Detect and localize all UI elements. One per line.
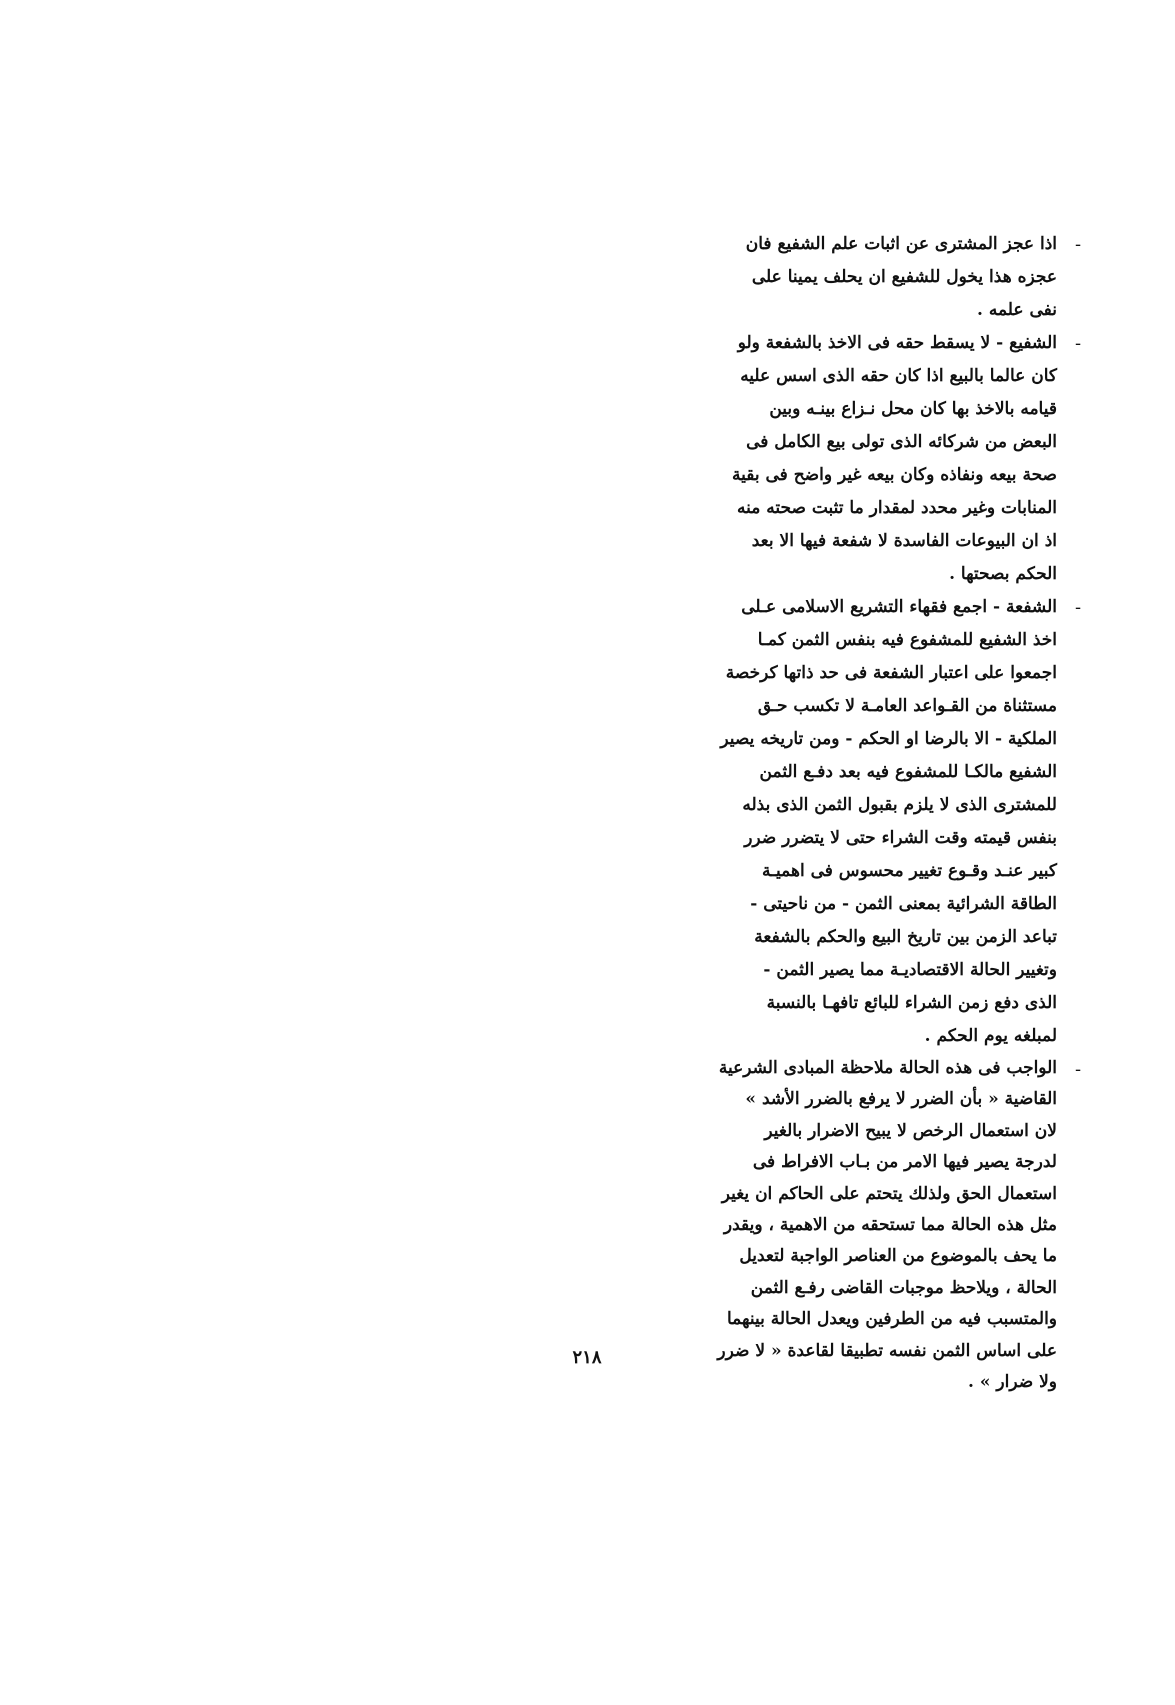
text-line: ما يحف بالموضوع من العناصر الواجبة لتعديل: [739, 1246, 1057, 1267]
text-line: بنفس قيمته وقت الشراء حتى لا يتضرر ضرر: [744, 828, 1057, 848]
text-line: وتغيير الحالة الاقتصاديـة مما يصير الثمن -: [763, 960, 1057, 980]
text-line: الحالة ، ويلاحظ موجبات القاضى رفـع الثمن: [750, 1277, 1057, 1298]
text-line: الطاقة الشرائية بمعنى الثمن - من ناحيتى -: [750, 894, 1057, 914]
text-line: اذا عجز المشترى عن اثبات علم الشفيع فان: [745, 234, 1057, 254]
text-line: اجمعوا على اعتبار الشفعة فى حد ذاتها كرخصة: [725, 663, 1057, 683]
text-line: نفى علمه .: [977, 300, 1057, 320]
bullet-dash: -: [1074, 1059, 1082, 1080]
text-line: الشفيع مالكـا للمشفوع فيه بعد دفـع الثمن: [759, 762, 1057, 782]
text-line: لدرجة يصير فيها الامر من بـاب الافراط فى: [752, 1152, 1057, 1173]
text-line: المنابات وغير محدد لمقدار ما تثبت صحته منه: [736, 498, 1057, 518]
text-line: القاضية « بأن الضرر لا يرفع بالضرر الأشد »: [745, 1089, 1057, 1110]
bullet-dash: -: [1074, 597, 1082, 618]
text-line: الملكية - الا بالرضا او الحكم - ومن تاريخه يصير: [720, 729, 1057, 749]
text-line: والمتسبب فيه من الطرفين ويعدل الحالة بينهما: [726, 1309, 1057, 1330]
text-line: ولا ضرار » .: [968, 1371, 1057, 1392]
text-line: الحكم بصحتها .: [949, 564, 1057, 584]
text-line: اذ ان البيوعات الفاسدة لا شفعة فيها الا بعد: [751, 531, 1057, 551]
text-line: كان عالما بالبيع اذا كان حقه الذى اسس عليه: [740, 366, 1057, 386]
text-line: تباعد الزمن بين تاريخ البيع والحكم بالشفعة: [754, 927, 1057, 947]
text-line: لان استعمال الرخص لا يبيح الاضرار بالغير: [764, 1120, 1057, 1141]
list-item: [640, 1053, 1082, 1398]
text-line: قيامه بالاخذ بها كان محل نـزاع بينـه وبين: [769, 399, 1057, 419]
bullet-dash: -: [1074, 333, 1082, 354]
text-line: البعض من شركائه الذى تولى بيع الكامل فى: [746, 432, 1057, 452]
text-line: كبير عنـد وقـوع تغيير محسوس فى اهميـة: [761, 861, 1057, 881]
text-line: مستثناة من القـواعد العامـة لا تكسب حـق: [757, 696, 1057, 716]
text-column: [640, 228, 1082, 1398]
bullet-dash: -: [1074, 234, 1082, 255]
list-item: [640, 591, 1082, 1053]
text-line: عجزه هذا يخول للشفيع ان يحلف يمينا على: [751, 267, 1057, 287]
text-line: للمشترى الذى لا يلزم بقبول الثمن الذى بذله: [742, 795, 1057, 815]
text-line: مثل هذه الحالة مما تستحقه من الاهمية ، ويقدر: [723, 1214, 1057, 1235]
page-number: ٢١٨: [572, 1347, 602, 1368]
text-line: استعمال الحق ولذلك يتحتم على الحاكم ان يغير: [721, 1183, 1057, 1204]
text-line: الواجب فى هذه الحالة ملاحظة المبادى الشرعية: [718, 1058, 1057, 1078]
text-line: صحة بيعه ونفاذه وكان بيعه غير واضح فى بقية: [731, 465, 1057, 485]
text-line: الشفيع - لا يسقط حقه فى الاخذ بالشفعة ولو: [737, 333, 1057, 353]
text-line: الشفعة - اجمع فقهاء التشريع الاسلامى عـلى: [741, 597, 1057, 617]
list-item: [640, 327, 1082, 591]
text-line: لمبلغه يوم الحكم .: [924, 1026, 1057, 1046]
text-line: الذى دفع زمن الشراء للبائع تافهـا بالنسبة: [766, 993, 1057, 1013]
text-line: اخذ الشفيع للمشفوع فيه بنفس الثمن كمـا: [757, 630, 1057, 650]
list-item: [640, 228, 1082, 327]
text-line: على اساس الثمن نفسه تطبيقا لقاعدة « لا ضرر: [717, 1340, 1057, 1361]
